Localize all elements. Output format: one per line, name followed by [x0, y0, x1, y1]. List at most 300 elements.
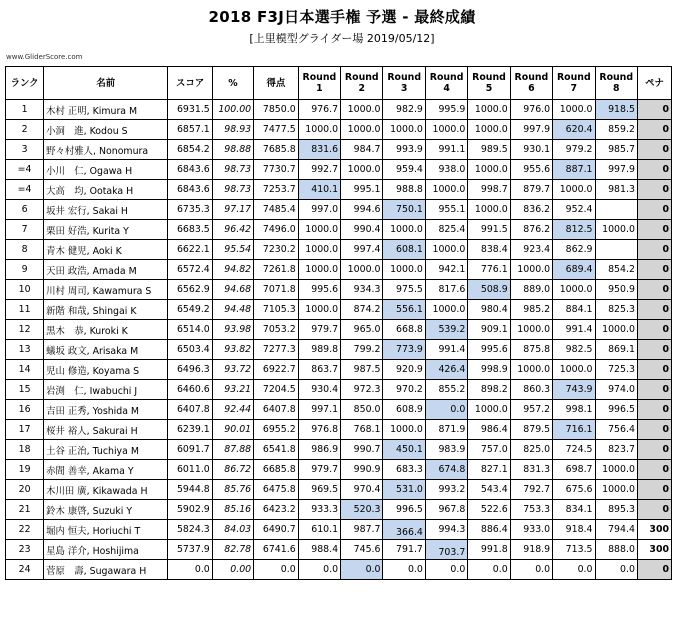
round-score-cell: 768.1 — [341, 420, 383, 440]
round-score-cell: 995.6 — [468, 340, 510, 360]
penalty-cell: 0 — [637, 240, 671, 260]
round-score-cell: 987.5 — [341, 360, 383, 380]
column-header: Round 4 — [425, 67, 467, 100]
round-score-cell: 716.1 — [553, 420, 595, 440]
round-score-cell: 938.0 — [425, 160, 467, 180]
round-score-cell: 998.7 — [468, 180, 510, 200]
points-cell: 6423.2 — [254, 500, 299, 520]
round-score-cell: 989.8 — [298, 340, 340, 360]
points-cell: 6407.8 — [254, 400, 299, 420]
points-cell: 6685.8 — [254, 460, 299, 480]
percent-cell: 98.88 — [212, 140, 253, 160]
points-cell: 7071.8 — [254, 280, 299, 300]
rank-cell: 10 — [6, 280, 44, 300]
round-score-cell: 1000.0 — [468, 100, 510, 120]
percent-cell: 93.98 — [212, 320, 253, 340]
round-score-cell: 817.6 — [425, 280, 467, 300]
round-score-cell: 886.4 — [468, 520, 510, 540]
round-score-cell: 792.7 — [510, 480, 552, 500]
round-score-cell: 668.8 — [383, 320, 425, 340]
pilot-name-cell: 土谷 正治, Tuchiya M — [44, 440, 168, 460]
score-cell: 6735.3 — [168, 200, 213, 220]
column-header: ランク — [6, 67, 44, 100]
round-score-cell: 1000.0 — [553, 180, 595, 200]
round-score-cell: 871.9 — [425, 420, 467, 440]
score-cell: 6460.6 — [168, 380, 213, 400]
round-score-cell: 996.5 — [595, 400, 637, 420]
round-score-cell: 1000.0 — [553, 280, 595, 300]
round-score-cell: 990.4 — [341, 220, 383, 240]
round-score-cell: 1000.0 — [298, 260, 340, 280]
penalty-cell: 300 — [637, 540, 671, 560]
round-score-cell: 683.3 — [383, 460, 425, 480]
round-score-cell: 1000.0 — [383, 120, 425, 140]
pilot-name-cell: 大高 均, Ootaka H — [44, 180, 168, 200]
round-score-cell: 855.2 — [425, 380, 467, 400]
round-score-cell: 0.0 — [298, 560, 340, 580]
round-score-cell: 920.9 — [383, 360, 425, 380]
table-row — [6, 440, 672, 460]
rank-cell: 23 — [6, 540, 44, 560]
rank-cell: =4 — [6, 180, 44, 200]
round-score-cell: 1000.0 — [383, 220, 425, 240]
round-score-cell: 1000.0 — [595, 480, 637, 500]
score-cell: 6496.3 — [168, 360, 213, 380]
round-score-cell: 998.9 — [468, 360, 510, 380]
round-score-cell: 991.1 — [425, 140, 467, 160]
round-score-cell: 952.4 — [553, 200, 595, 220]
round-score-cell: 994.3 — [425, 520, 467, 540]
round-score-cell: 674.8 — [425, 460, 467, 480]
round-score-cell: 831.3 — [510, 460, 552, 480]
pilot-name-cell: 小川 仁, Ogawa H — [44, 160, 168, 180]
round-score-cell: 986.9 — [298, 440, 340, 460]
round-score-cell: 909.1 — [468, 320, 510, 340]
pilot-name-cell: 黒木 恭, Kuroki K — [44, 320, 168, 340]
round-score-cell: 923.4 — [510, 240, 552, 260]
percent-cell: 94.82 — [212, 260, 253, 280]
round-score-cell: 874.2 — [341, 300, 383, 320]
round-score-cell: 984.7 — [341, 140, 383, 160]
round-score-cell: 990.9 — [341, 460, 383, 480]
percent-cell: 92.44 — [212, 400, 253, 420]
column-header: Round 5 — [468, 67, 510, 100]
round-score-cell: 997.1 — [298, 400, 340, 420]
round-score-cell: 450.1 — [383, 440, 425, 460]
rank-cell: =4 — [6, 160, 44, 180]
pilot-name-cell: 木村 正明, Kimura M — [44, 100, 168, 120]
score-cell: 5824.3 — [168, 520, 213, 540]
round-score-cell: 1000.0 — [510, 360, 552, 380]
points-cell: 7730.7 — [254, 160, 299, 180]
rank-cell: 22 — [6, 520, 44, 540]
percent-cell: 98.73 — [212, 160, 253, 180]
round-score-cell: 610.1 — [298, 520, 340, 540]
percent-cell: 82.78 — [212, 540, 253, 560]
points-cell: 7105.3 — [254, 300, 299, 320]
round-score-cell: 982.9 — [383, 100, 425, 120]
table-row — [6, 500, 672, 520]
round-score-cell: 698.7 — [553, 460, 595, 480]
round-score-cell: 745.6 — [341, 540, 383, 560]
round-score-cell: 1000.0 — [595, 320, 637, 340]
round-score-cell: 994.6 — [341, 200, 383, 220]
round-score-cell: 1000.0 — [468, 120, 510, 140]
score-cell: 0.0 — [168, 560, 213, 580]
rank-cell: 21 — [6, 500, 44, 520]
rank-cell: 2 — [6, 120, 44, 140]
round-score-cell: 426.4 — [425, 360, 467, 380]
round-score-cell: 980.4 — [468, 300, 510, 320]
round-score-cell: 1000.0 — [298, 120, 340, 140]
round-score-value: 366.4 — [396, 527, 423, 538]
penalty-cell: 0 — [637, 420, 671, 440]
round-score-cell: 930.4 — [298, 380, 340, 400]
percent-cell: 90.01 — [212, 420, 253, 440]
score-cell: 6503.4 — [168, 340, 213, 360]
penalty-cell: 0 — [637, 320, 671, 340]
round-score-cell: 725.3 — [595, 360, 637, 380]
percent-cell: 97.17 — [212, 200, 253, 220]
percent-cell: 0.00 — [212, 560, 253, 580]
rank-cell: 13 — [6, 340, 44, 360]
round-score-cell: 689.4 — [553, 260, 595, 280]
pilot-name-cell: 堀内 恒夫, Horiuchi T — [44, 520, 168, 540]
points-cell: 7477.5 — [254, 120, 299, 140]
results-table — [5, 66, 672, 580]
percent-cell: 93.72 — [212, 360, 253, 380]
round-score-cell: 930.1 — [510, 140, 552, 160]
round-score-cell: 836.2 — [510, 200, 552, 220]
round-score-cell: 869.1 — [595, 340, 637, 360]
round-score-cell: 959.4 — [383, 160, 425, 180]
penalty-cell: 0 — [637, 180, 671, 200]
round-score-cell: 993.2 — [425, 480, 467, 500]
round-score-cell: 794.4 — [595, 520, 637, 540]
round-score-cell: 918.9 — [510, 540, 552, 560]
round-score-cell: 997.9 — [510, 120, 552, 140]
percent-cell: 94.48 — [212, 300, 253, 320]
score-cell: 6931.5 — [168, 100, 213, 120]
round-score-cell: 834.1 — [553, 500, 595, 520]
round-score-cell: 976.0 — [510, 100, 552, 120]
pilot-name-cell: 木川田 廣, Kikawada H — [44, 480, 168, 500]
pilot-name-cell: 桜井 裕人, Sakurai H — [44, 420, 168, 440]
round-score-cell: 1000.0 — [425, 120, 467, 140]
header-row — [6, 67, 672, 100]
points-cell: 7850.0 — [254, 100, 299, 120]
round-score-cell: 675.6 — [553, 480, 595, 500]
rank-cell: 1 — [6, 100, 44, 120]
round-score-cell: 776.1 — [468, 260, 510, 280]
penalty-cell: 0 — [637, 120, 671, 140]
round-score-cell: 1000.0 — [510, 260, 552, 280]
round-score-cell: 884.1 — [553, 300, 595, 320]
round-score-cell: 991.4 — [553, 320, 595, 340]
penalty-cell: 300 — [637, 520, 671, 540]
score-cell: 6843.6 — [168, 180, 213, 200]
round-score-cell: 982.5 — [553, 340, 595, 360]
round-score-cell: 998.1 — [553, 400, 595, 420]
points-cell: 7496.0 — [254, 220, 299, 240]
score-cell: 6572.4 — [168, 260, 213, 280]
score-cell: 6843.6 — [168, 160, 213, 180]
column-header: % — [212, 67, 253, 100]
rank-cell: 24 — [6, 560, 44, 580]
round-score-cell: 757.0 — [468, 440, 510, 460]
round-score-cell: 918.5 — [595, 100, 637, 120]
round-score-cell: 0.0 — [510, 560, 552, 580]
round-score-cell: 556.1 — [383, 300, 425, 320]
penalty-cell: 0 — [637, 160, 671, 180]
round-score-cell: 988.8 — [383, 180, 425, 200]
score-cell: 5737.9 — [168, 540, 213, 560]
round-score-cell: 620.4 — [553, 120, 595, 140]
table-row — [6, 340, 672, 360]
round-score-cell: 1000.0 — [553, 360, 595, 380]
pilot-name-cell: 吉田 正秀, Yoshida M — [44, 400, 168, 420]
pilot-name-cell: 小洞 進, Kodou S — [44, 120, 168, 140]
rank-cell: 12 — [6, 320, 44, 340]
round-score-cell: 543.4 — [468, 480, 510, 500]
round-score-cell: 1000.0 — [341, 260, 383, 280]
round-score-cell: 724.5 — [553, 440, 595, 460]
round-score-cell: 889.0 — [510, 280, 552, 300]
pilot-name-cell: 岩渕 仁, Iwabuchi J — [44, 380, 168, 400]
pilot-name-cell: 赤間 善幸, Akama Y — [44, 460, 168, 480]
percent-cell: 85.16 — [212, 500, 253, 520]
round-score-cell: 812.5 — [553, 220, 595, 240]
penalty-cell: 0 — [637, 460, 671, 480]
round-score-cell: 972.3 — [341, 380, 383, 400]
round-score-cell: 969.5 — [298, 480, 340, 500]
round-score-cell: 1000.0 — [553, 100, 595, 120]
table-row — [6, 420, 672, 440]
round-score-cell: 955.1 — [425, 200, 467, 220]
round-score-cell: 753.3 — [510, 500, 552, 520]
page-subtitle: [上里模型グライダー場 2019/05/12] — [249, 32, 435, 45]
round-score-cell: 1000.0 — [595, 460, 637, 480]
table-row — [6, 300, 672, 320]
round-score-cell: 1000.0 — [425, 180, 467, 200]
penalty-cell: 0 — [637, 140, 671, 160]
column-header: Round 1 — [298, 67, 340, 100]
points-cell: 7261.8 — [254, 260, 299, 280]
table-row — [6, 140, 672, 160]
round-score-cell: 827.1 — [468, 460, 510, 480]
percent-cell: 93.82 — [212, 340, 253, 360]
round-score-cell: 981.3 — [595, 180, 637, 200]
round-score-cell: 950.9 — [595, 280, 637, 300]
penalty-cell: 0 — [637, 100, 671, 120]
table-row — [6, 400, 672, 420]
rank-cell: 15 — [6, 380, 44, 400]
round-score-cell: 979.2 — [553, 140, 595, 160]
round-score-cell: 967.8 — [425, 500, 467, 520]
site-credit: www.GliderScore.com — [6, 53, 83, 61]
round-score-cell: 0.0 — [425, 560, 467, 580]
pilot-name-cell: 新階 和哉, Shingai K — [44, 300, 168, 320]
round-score-cell: 979.7 — [298, 460, 340, 480]
points-cell: 7204.5 — [254, 380, 299, 400]
round-score-cell: 1000.0 — [510, 320, 552, 340]
round-score-cell: 1000.0 — [468, 400, 510, 420]
round-score-cell: 975.5 — [383, 280, 425, 300]
round-score-cell: 895.3 — [595, 500, 637, 520]
rank-cell: 7 — [6, 220, 44, 240]
rank-cell: 16 — [6, 400, 44, 420]
rank-cell: 8 — [6, 240, 44, 260]
round-score-cell: 791.7 — [383, 540, 425, 560]
round-score-cell: 825.0 — [510, 440, 552, 460]
round-score-cell: 1000.0 — [341, 100, 383, 120]
rank-cell: 19 — [6, 460, 44, 480]
points-cell: 6541.8 — [254, 440, 299, 460]
round-score-cell: 993.9 — [383, 140, 425, 160]
round-score-cell — [383, 520, 425, 540]
table-row — [6, 560, 672, 580]
round-score-cell: 992.7 — [298, 160, 340, 180]
round-score-cell: 987.7 — [341, 520, 383, 540]
pilot-name-cell: 青木 健児, Aoki K — [44, 240, 168, 260]
score-cell: 6239.1 — [168, 420, 213, 440]
round-score-cell — [425, 540, 467, 560]
round-score-cell: 531.0 — [383, 480, 425, 500]
penalty-cell: 0 — [637, 200, 671, 220]
penalty-cell: 0 — [637, 560, 671, 580]
round-score-cell: 862.9 — [553, 240, 595, 260]
rank-cell: 17 — [6, 420, 44, 440]
round-score-cell: 831.6 — [298, 140, 340, 160]
points-cell: 7230.2 — [254, 240, 299, 260]
column-header: 名前 — [44, 67, 168, 100]
points-cell: 6475.8 — [254, 480, 299, 500]
round-score-cell: 410.1 — [298, 180, 340, 200]
column-header: Round 6 — [510, 67, 552, 100]
round-score-cell: 0.0 — [553, 560, 595, 580]
round-score-cell: 989.5 — [468, 140, 510, 160]
round-score-cell: 520.3 — [341, 500, 383, 520]
round-score-cell: 1000.0 — [425, 240, 467, 260]
rank-cell: 18 — [6, 440, 44, 460]
penalty-cell: 0 — [637, 260, 671, 280]
percent-cell: 85.76 — [212, 480, 253, 500]
round-score-cell: 1000.0 — [341, 160, 383, 180]
round-score-cell: 1000.0 — [468, 200, 510, 220]
round-score-cell: 1000.0 — [341, 120, 383, 140]
penalty-cell: 0 — [637, 360, 671, 380]
penalty-cell: 0 — [637, 400, 671, 420]
penalty-cell: 0 — [637, 340, 671, 360]
round-score-cell: 970.2 — [383, 380, 425, 400]
pilot-name-cell: 鈴木 康啓, Suzuki Y — [44, 500, 168, 520]
round-score-cell: 991.4 — [425, 340, 467, 360]
round-score-cell: 773.9 — [383, 340, 425, 360]
points-cell: 7053.2 — [254, 320, 299, 340]
round-score-cell: 933.3 — [298, 500, 340, 520]
round-score-value: 703.7 — [438, 547, 466, 558]
points-cell: 7277.3 — [254, 340, 299, 360]
round-score-cell: 1000.0 — [298, 300, 340, 320]
column-header: Round 2 — [341, 67, 383, 100]
table-row — [6, 260, 672, 280]
percent-cell: 87.88 — [212, 440, 253, 460]
round-score-cell: 942.1 — [425, 260, 467, 280]
pilot-name-cell: 野々村雅人, Nonomura — [44, 140, 168, 160]
pilot-name-cell: 坂井 宏行, Sakai H — [44, 200, 168, 220]
table-row — [6, 520, 672, 540]
penalty-cell: 0 — [637, 500, 671, 520]
penalty-cell: 0 — [637, 380, 671, 400]
column-header: スコア — [168, 67, 213, 100]
rank-cell: 20 — [6, 480, 44, 500]
table-row — [6, 240, 672, 260]
table-row — [6, 280, 672, 300]
round-score-cell: 0.0 — [383, 560, 425, 580]
percent-cell: 93.21 — [212, 380, 253, 400]
rank-cell: 14 — [6, 360, 44, 380]
round-score-cell: 1000.0 — [383, 420, 425, 440]
round-score-cell — [595, 240, 637, 260]
round-score-cell: 1000.0 — [468, 160, 510, 180]
column-header: 得点 — [254, 67, 299, 100]
score-cell: 5944.8 — [168, 480, 213, 500]
percent-cell: 94.68 — [212, 280, 253, 300]
pilot-name-cell: 児山 修造, Koyama S — [44, 360, 168, 380]
round-score-cell: 713.5 — [553, 540, 595, 560]
round-score-cell: 887.1 — [553, 160, 595, 180]
round-score-cell: 955.6 — [510, 160, 552, 180]
page-title: 2018 F3J日本選手権 予選 - 最終成績 — [208, 8, 476, 26]
round-score-cell: 608.1 — [383, 240, 425, 260]
round-score-cell: 888.0 — [595, 540, 637, 560]
round-score-cell: 991.8 — [468, 540, 510, 560]
penalty-cell: 0 — [637, 300, 671, 320]
round-score-cell: 0.0 — [468, 560, 510, 580]
table-row — [6, 120, 672, 140]
round-score-cell: 965.0 — [341, 320, 383, 340]
points-cell: 7253.7 — [254, 180, 299, 200]
score-cell: 6562.9 — [168, 280, 213, 300]
round-score-cell: 990.7 — [341, 440, 383, 460]
round-score-cell: 750.1 — [383, 200, 425, 220]
round-score-cell: 997.0 — [298, 200, 340, 220]
table-row — [6, 180, 672, 200]
percent-cell: 98.73 — [212, 180, 253, 200]
round-score-cell: 879.5 — [510, 420, 552, 440]
round-score-cell: 995.1 — [341, 180, 383, 200]
round-score-cell: 875.8 — [510, 340, 552, 360]
score-cell: 6011.0 — [168, 460, 213, 480]
round-score-cell: 933.0 — [510, 520, 552, 540]
column-header: Round 8 — [595, 67, 637, 100]
round-score-cell: 876.2 — [510, 220, 552, 240]
rank-cell: 9 — [6, 260, 44, 280]
percent-cell: 86.72 — [212, 460, 253, 480]
round-score-cell: 970.4 — [341, 480, 383, 500]
score-cell: 5902.9 — [168, 500, 213, 520]
round-score-cell: 985.2 — [510, 300, 552, 320]
percent-cell: 84.03 — [212, 520, 253, 540]
penalty-cell: 0 — [637, 220, 671, 240]
round-score-cell: 1000.0 — [383, 260, 425, 280]
round-score-cell: 860.3 — [510, 380, 552, 400]
pilot-name-cell: 栗田 好浩, Kurita Y — [44, 220, 168, 240]
round-score-cell: 988.4 — [298, 540, 340, 560]
round-score-cell: 522.6 — [468, 500, 510, 520]
round-score-cell: 1000.0 — [298, 220, 340, 240]
round-score-cell: 957.2 — [510, 400, 552, 420]
